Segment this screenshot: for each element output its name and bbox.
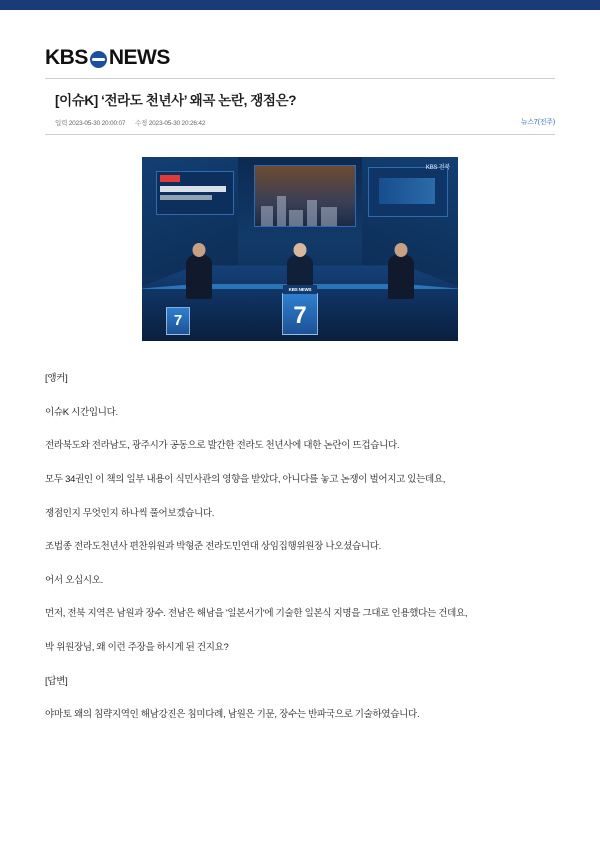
timestamps (55, 118, 213, 127)
updated-timestamp: 수정 2023-05-30 20:26:42 (134, 120, 206, 127)
paragraph: 이슈K 시간입니다. (45, 406, 118, 418)
studio-screen-left (156, 171, 234, 215)
article-figure (0, 157, 600, 341)
studio-screen-center (254, 165, 356, 227)
article-body (0, 371, 600, 724)
paragraph: [답변] (45, 675, 68, 687)
badge-center-label: KBS NEWS (283, 285, 317, 294)
screen-tag-badge (160, 175, 180, 182)
page-title: [이슈K] ‘전라도 천년사’ 왜곡 논란, 쟁점은? (55, 93, 297, 108)
paragraph: 어서 오십시오. (45, 574, 103, 586)
broadcast-still-image (142, 157, 458, 341)
paragraph: 모두 34권인 이 책의 일부 내용이 식민사관의 영향을 받았다, 아니다를 놓고 논쟁이 벌어지고 있는데요, (45, 473, 446, 485)
byline: 뉴스7(전주) (520, 119, 555, 126)
paragraph: 쟁점인지 무엇인지 하나씩 풀어보겠습니다. (45, 507, 215, 519)
screen-headline-line (160, 186, 226, 192)
screen-building (321, 207, 337, 226)
paragraph: 먼저, 전북 지역은 남원과 장수. 전남은 해남을 '일본서기'에 기술한 일본식 지명을 그대로 인용했다는 건데요, (45, 608, 468, 620)
logo-news-text: NEWS (108, 46, 170, 69)
paragraph: 야마토 왜의 침략지역인 해남강진은 침미다례, 남원은 기문, 장수는 반파국으로 기술하였습니다. (45, 709, 420, 721)
screen-building (261, 206, 273, 226)
badge-center (282, 287, 318, 335)
article-meta (45, 117, 555, 127)
screen-building (289, 210, 303, 226)
channel-logo-overlay: KBS 전북 (425, 165, 450, 171)
site-logo-row (45, 10, 555, 78)
paragraph: 조법종 전라도천년사 편찬위원과 박형준 전라도민연대 상임집행위원장 나오셨습니다. (45, 541, 381, 553)
paragraph: 전라북도와 전라남도, 광주시가 공동으로 발간한 전라도 천년사에 대한 논란이 뜨겁습니다. (45, 440, 400, 452)
screen-building (277, 196, 286, 226)
globe-icon (90, 51, 107, 68)
paragraph: [앵커] (45, 373, 68, 384)
paragraph: 박 위원장님, 왜 이런 주장을 하시게 된 건지요? (45, 642, 229, 653)
badge-left: 7 (166, 307, 190, 335)
studio-person-left (186, 255, 212, 299)
screen-glow (379, 178, 435, 204)
article-header (45, 78, 555, 135)
kbs-news-logo[interactable] (45, 46, 170, 70)
studio-person-right (388, 255, 414, 299)
header-section (0, 10, 600, 135)
published-timestamp: 입력 2023-05-30 20:00:07 (55, 120, 126, 127)
screen-building (307, 200, 317, 226)
logo-kbs-text: KBS (45, 46, 88, 69)
screen-subheadline-line (160, 195, 212, 200)
studio-screen-right (368, 167, 448, 217)
badge-center-number: 7 (293, 302, 307, 329)
top-color-bar (0, 0, 600, 10)
